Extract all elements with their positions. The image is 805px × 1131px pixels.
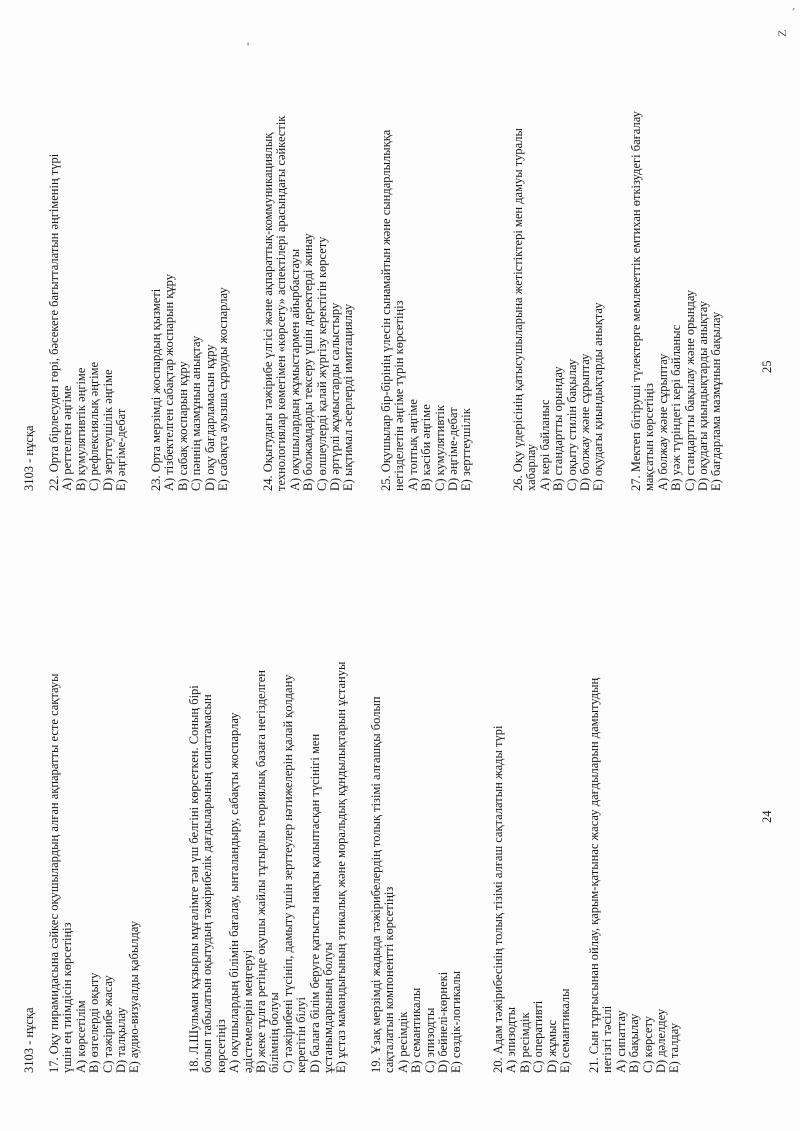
- answer-option-c: C) кумулятивтік: [432, 405, 447, 491]
- answer-option-b: B) уәж түріндегі кері байланыс: [669, 324, 684, 491]
- question-text: хабарлау: [524, 443, 539, 491]
- margin-mark: `: [790, 7, 804, 11]
- answer-option-e: E) оқудағы қиындықтарды анықтау: [591, 302, 606, 491]
- answer-option-c: C) өлшеулерді қалай жүргізу керектігін көрсету: [314, 236, 329, 491]
- question-text: 25. Оқушылар бір-бірінің үлесін сынамайтын және сындарлылыққа: [379, 129, 393, 491]
- answer-option-c: C) эпизодты: [422, 1007, 437, 1073]
- answer-option-a: A) көрсетілім: [73, 1000, 88, 1073]
- question-text: 21. Сын тұрғысынан ойлау, қарым-қатынас жасау дағдыларын дамытудың: [587, 677, 601, 1073]
- exam-page-24: [0, 558, 800, 1073]
- question-text: 22. Орта бірлесуден гөрі, бәсекеге бағытталатын әңгіменің түрі: [47, 153, 61, 491]
- answer-option-a: A) болжау және сұрыптау: [655, 353, 670, 491]
- answer-option-a: A) сипаттау: [613, 1010, 628, 1073]
- question-18: [188, 558, 349, 1073]
- exam-page-25: [0, 61, 800, 491]
- answer-option-d: D) болжау және сұрыптау: [578, 353, 593, 491]
- answer-option-c: C) көрсету: [640, 1016, 655, 1073]
- question-text: көрсетіңіз: [213, 1019, 228, 1073]
- question-text: 18. Л.Шульман құзырлы мұғалімге тән үш белгіні көрсеткен. Соның бірі: [187, 685, 201, 1073]
- answer-option-d: D) дәлелдеу: [654, 1008, 669, 1073]
- question-text: 23. Орта мерзімді жоспардың қызметі: [149, 288, 163, 491]
- answer-option-a-cont: әдістемелерін меңгеруі: [240, 949, 255, 1073]
- answer-option-d: D) бейнелі-көрнекі: [436, 971, 451, 1073]
- answer-option-c-cont: керегігін білуі: [294, 997, 309, 1073]
- answer-option-a: A) реттелген әңгіме: [60, 385, 75, 491]
- answer-option-d: D) оқудағы қиындықтарды анықтау: [696, 301, 711, 491]
- answer-option-b: B) кумулятивтік әңгіме: [73, 367, 88, 491]
- answer-option-e: E) бағдарлама мазмұнын бақылау: [709, 311, 724, 491]
- question-text: 27. Мектеп бітіруші түлектерге мемлекеттік емтихан өткізудегі бағалау: [629, 111, 643, 491]
- question-text: негізгі тәсілі: [600, 1005, 615, 1073]
- answer-option-b: B) өзгелерді оқыту: [87, 972, 102, 1073]
- question-27: [630, 61, 724, 491]
- question-text: 26. Оқу үдерісінің қатысушыларына жетістіктері мен дамуы туралы: [511, 128, 525, 491]
- question-text: 17. Оқу пирамидасына сәйкес оқушылардың алған ақпаратты есте сақтауы: [47, 673, 61, 1073]
- answer-option-b-cont: білімнің болуы: [267, 992, 282, 1073]
- question-25: [380, 61, 474, 491]
- answer-option-e: E) зерттеушілік: [459, 408, 474, 491]
- answer-option-e: E) семантикалы: [558, 988, 573, 1073]
- answer-option-d: D) балаға білім беруге қатысты нақты қалыптасқан түсінігі мен: [307, 733, 322, 1073]
- answer-option-c: C) рефлексиялық әңгіме: [87, 361, 102, 491]
- question-24: [262, 61, 356, 491]
- question-text: мақсатын көрсетіңіз: [642, 383, 657, 491]
- answer-option-b: B) сабақ жоспарын құру: [175, 361, 190, 491]
- question-21: [588, 558, 682, 1073]
- answer-option-b: B) болжамдарды тексеру үшін деректерді жинау: [301, 233, 316, 491]
- answer-option-c: C) пәннің мазмұнын анықтау: [189, 335, 204, 491]
- question-26: [512, 61, 606, 491]
- answer-option-a: A) оқушылардың білімін бағалау, ынталандыру, сабақты жоспарлау: [227, 712, 242, 1073]
- answer-option-b: B) бақылау: [627, 1013, 642, 1073]
- answer-option-c: C) оперативті: [531, 1000, 546, 1073]
- question-text: 20. Адам тәжірибесінің толық тізімі алғаш сақталатын жады түрі: [491, 725, 505, 1073]
- answer-option-b: B) жеке тұлға ретінде оқушы жайлы тұтырлы теориялық базаға негізделген: [254, 670, 269, 1073]
- question-text: болып табылатын оқытудың тәжірибелік дағдыларының сипаттамасын: [200, 694, 215, 1073]
- answer-option-c: C) тәжірибені түсініп, дамыту үшін зерттеулер нәтижелерін қалай қолдану: [280, 674, 295, 1073]
- question-17: [48, 558, 142, 1073]
- answer-option-b: B) семантикалы: [409, 987, 424, 1073]
- margin-mark: -: [240, 42, 254, 46]
- answer-option-a: A) эпизодты: [504, 1006, 519, 1073]
- answer-option-c: C) оқыту стилін бақылау: [564, 358, 579, 491]
- question-text: негізделетін әңгіме түрін көрсетіңіз: [392, 300, 407, 491]
- answer-option-a: A) топтық әңгіме: [405, 399, 420, 491]
- page-number: 25: [760, 360, 774, 373]
- answer-option-d: D) әңгіме-дебат: [446, 407, 461, 491]
- question-20: [492, 558, 572, 1073]
- question-23: [150, 61, 230, 491]
- answer-option-e: E) сабақта ауызша сұрауды жоспарлау: [216, 287, 231, 491]
- question-19: [370, 558, 464, 1073]
- answer-option-e: E) аудио-визуалды қабылдау: [127, 920, 142, 1073]
- page-header: 3103 - нұсқа: [22, 425, 36, 491]
- answer-option-b: B) ресімдік: [517, 1012, 532, 1073]
- answer-option-d: D) жұмыс: [544, 1019, 559, 1073]
- question-text: үшін ең тиімдісін көрсетіңіз: [60, 922, 75, 1073]
- answer-option-a: A) ресімдік: [395, 1011, 410, 1073]
- answer-option-d: D) оқу бағдарламасын құру: [202, 344, 217, 491]
- answer-option-b: B) стандартты орындау: [551, 366, 566, 491]
- answer-option-e: E) ықтимал әсерлерді имитациялау: [341, 303, 356, 491]
- answer-option-d: D) әртүрлі жұмыстарды салыстыру: [328, 302, 343, 491]
- answer-option-b: B) кәсіби әңгіме: [419, 404, 434, 491]
- question-text: технологиялар көмегімен «көрсету» аспектілері арасындағы сәйкестік: [274, 115, 289, 491]
- answer-option-e: E) сөздік-логикалы: [449, 971, 464, 1073]
- margin-mark: Z: [775, 29, 789, 37]
- question-text: 24. Оқытудағы тәжірибе үлгісі және ақпараттық-коммуникациялық: [261, 132, 275, 491]
- answer-option-e: E) әңгіме-дебат: [114, 408, 129, 491]
- question-text: сақталатын компонентті көрсетіңіз: [382, 886, 397, 1073]
- answer-option-e: E) ұстаз мамандығының этикалық және моральдық құндылықтарын ұстануы: [334, 661, 349, 1073]
- answer-option-c: C) стандартты бақылау және орындау: [682, 289, 697, 491]
- question-text: 19. Ұзақ мерзімді жадыда тәжірибелердің толық тізімі алғашқы болып: [369, 696, 383, 1073]
- answer-option-a: A) тізбектелген сабақтар жоспарын құру: [162, 274, 177, 491]
- answer-option-e: E) талдау: [667, 1023, 682, 1073]
- page-number: 24: [760, 810, 774, 823]
- answer-option-a: A) кері байланыс: [537, 399, 552, 491]
- answer-option-d: D) талқылау: [114, 1007, 129, 1073]
- answer-option-c: C) тәжірибе жасау: [100, 975, 115, 1073]
- question-22: [48, 61, 128, 491]
- page-header: 3103 - нұсқа: [22, 1007, 36, 1073]
- answer-option-d-cont: ұстанымдарының болуы: [321, 942, 336, 1073]
- answer-option-d: D) зерттеушілік әңгіме: [100, 369, 115, 491]
- answer-option-a: A) оқушылардың жұмыстармен айырбастауы: [287, 248, 302, 491]
